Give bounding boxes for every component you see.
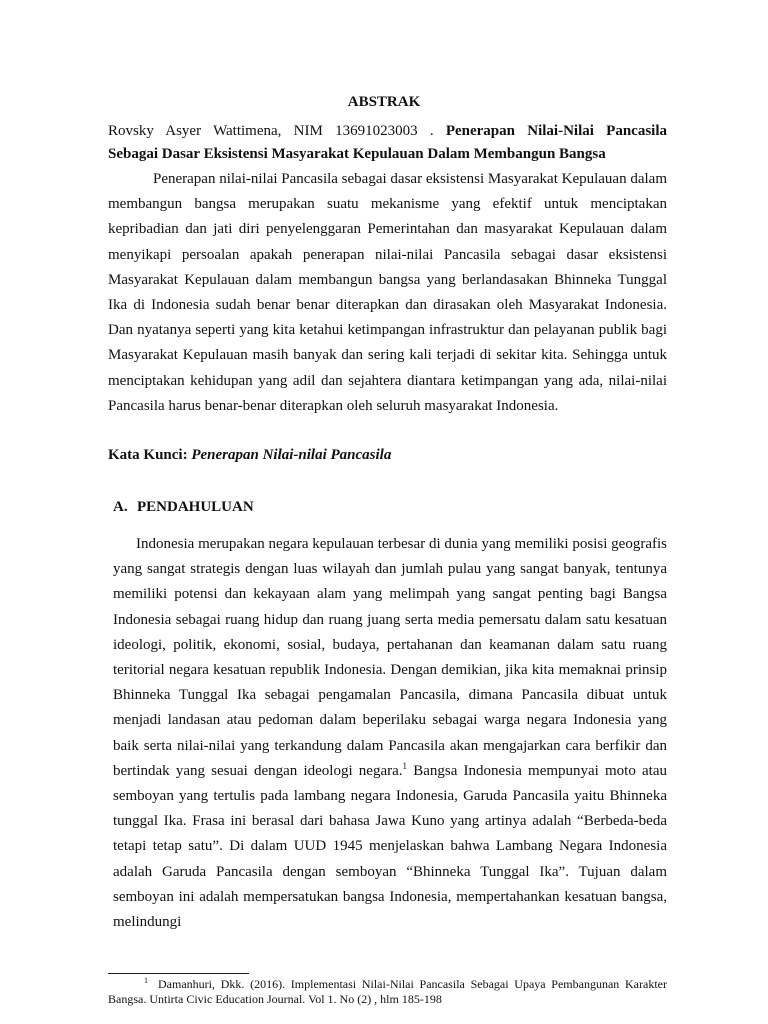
footnote: [108, 977, 667, 1007]
footnote-separator: [108, 973, 249, 974]
abstract-heading: ABSTRAK: [347, 94, 421, 110]
abstract-body: Penerapan nilai-nilai Pancasila sebagai dasar eksistensi Masyarakat Kepulauan dalam membangun bangsa merupakan suatu mekanisme yang efektif untuk menciptakan kepribadian dan jati diri penyelenggaran Pemerintahan dan masyarakat Kepulauan dalam menyikapi persoalan apakah penerapan nilai-nilai Pancasila sebagai dasar eksistensi Masyarakat Kepulauan dalam membangun bangsa yang berlandasakan Bhinneka Tunggal Ika di Indonesia sudah benar benar diterapkan dan dirasakan oleh Masyarakat Indonesia. Dan nyatanya seperti yang kita ketahui ketimpangan infrastruktur dan pelayanan publik bagi Masyarakat Kepulauan masih banyak dan sering kali terjadi di sekitar kita. Sehingga untuk menciptakan kehidupan yang adil dan sejahtera diantara ketimpangan yang ada, nilai-nilai Pancasila harus benar-benar diterapkan oleh seluruh masyarakat Indonesia.: [108, 171, 667, 414]
keywords-value: Penerapan Nilai-nilai Pancasila: [191, 447, 392, 463]
abstract-title-line1: Penerapan Nilai-Nilai Pancasila: [445, 123, 667, 139]
keywords-label: Kata Kunci:: [108, 447, 188, 463]
section-heading: [113, 496, 254, 518]
keywords: [108, 444, 667, 466]
abstract-author-line: [108, 118, 667, 144]
footnote-reference: 1: [402, 760, 408, 771]
section-title: PENDAHULUAN: [137, 499, 254, 515]
section-number: A.: [113, 499, 128, 515]
footnote-marker: 1: [144, 976, 148, 985]
abstract-title-line2: Sebagai Dasar Eksistensi Masyarakat Kepulauan Dalam Membangun Bangsa: [108, 146, 606, 162]
intro-text-part2: Bangsa Indonesia mempunyai moto atau semboyan yang tertulis pada lambang negara Indonesia, Garuda Pancasila yaitu Bhinneka tunggal Ika. Frasa ini berasal dari bahasa Jawa Kuno yang artinya adalah “Berbeda-beda tetapi tetap satu”. Di dalam UUD 1945 menjelaskan bahwa Lambang Negara Indonesia adalah Garuda Pancasila dengan semboyan “Bhinneka Tunggal Ika”. Tujuan dalam semboyan ini adalah mempersatukan bangsa Indonesia, mempertahankan kesatuan bangsa, melindungi: [113, 762, 668, 931]
introduction-paragraph: [113, 532, 667, 935]
intro-text-part1: Indonesia merupakan negara kepulauan terbesar di dunia yang memiliki posisi geografis yang sangat strategis dengan luas wilayah dan jumlah pulau yang sangat banyak, tentunya memiliki potensi dan kekayaan alam yang melimpah yang sangat penting bagi Bangsa Indonesia sebagai ruang hidup dan ruang juang serta media pemersatu dalam satu kesatuan ideologi, politik, ekonomi, sosial, budaya, pertahanan dan keamanan dalam satu ruang teritorial negara kesatuan republik Indonesia. Dengan demikian, jika kita memaknai prinsip Bhinneka Tunggal Ika sebagai pengamalan Pancasila, dimana Pancasila dibuat untuk menjadi landasan atau pedoman dalam beperilaku sebagai warga negara Indonesia yang baik serta nilai-nilai yang terkandung dalam Pancasila akan mengajarkan cara berfikir dan bertindak yang sesuai dengan ideologi negara.: [113, 536, 667, 779]
footnote-text: Damanhuri, Dkk. (2016). Implementasi Nilai-Nilai Pancasila Sebagai Upaya Pembangunan Karakter Bangsa. Untirta Civic Education Journal. Vol 1. No (2) , hlm 185-198: [108, 977, 667, 1006]
abstract-author: Rovsky Asyer Wattimena, NIM 13691023003 .: [108, 123, 434, 139]
